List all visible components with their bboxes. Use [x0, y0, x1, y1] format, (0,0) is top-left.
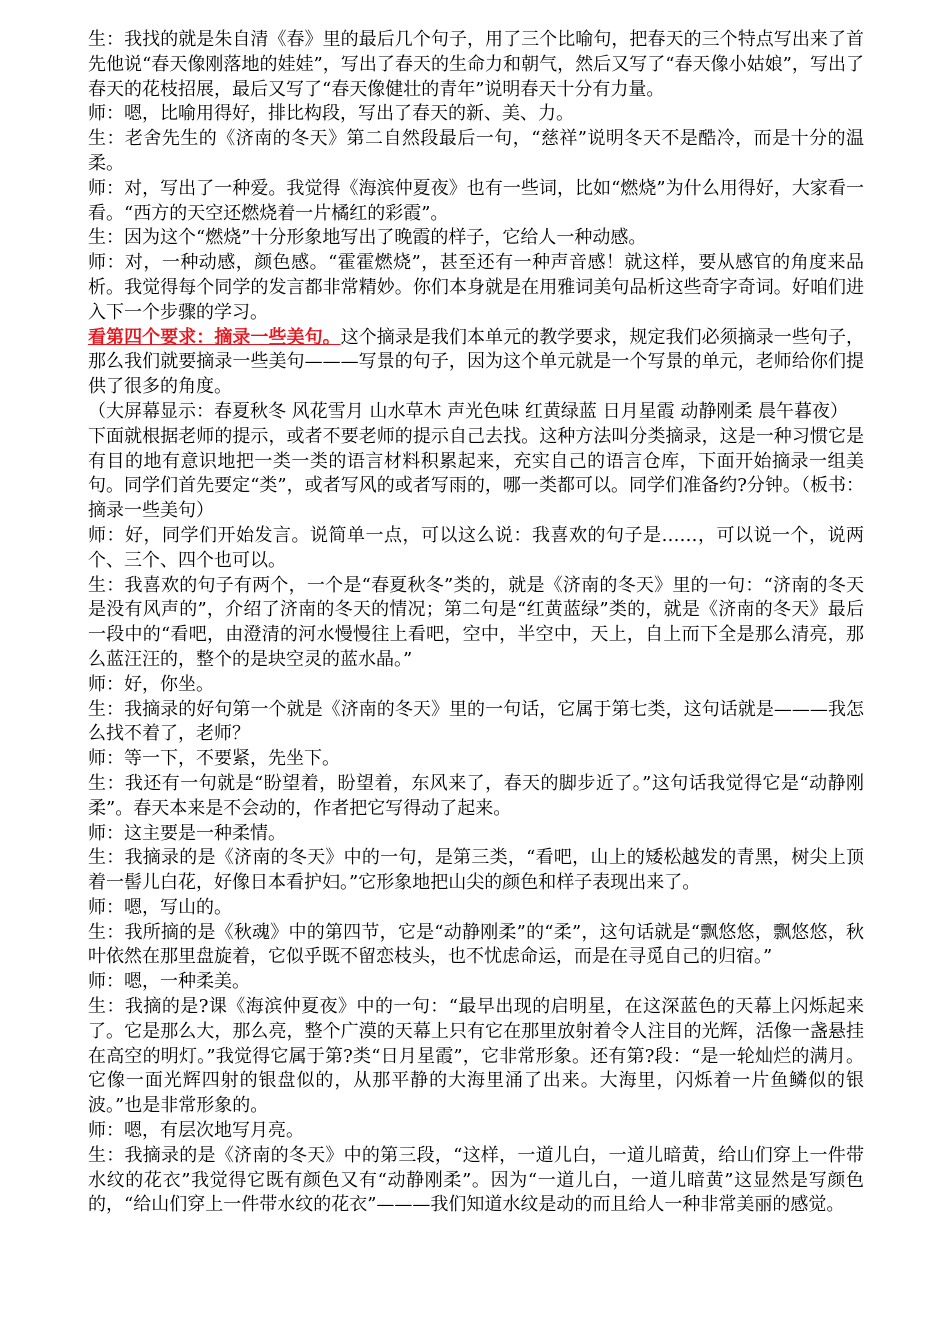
screen-display-note: [88, 400, 864, 425]
requirement-heading: 看第四个要求：摘录一些美句。: [88, 326, 341, 348]
dialogue-paragraph: [88, 102, 864, 127]
dialogue-paragraph: [88, 127, 864, 177]
dialogue-paragraph: [88, 896, 864, 921]
paragraph-text: 师：好，同学们开始发言。说简单一点，可以这么说：我喜欢的句子是……，可以说一个，说两个、三个、四个也可以。: [88, 524, 864, 571]
paragraph-text: （大屏幕显示：春夏秋冬 风花雪月 山水草木 声光色味 红黄绿蓝 日月星霞 动静刚柔 晨午暮夜）: [88, 400, 849, 422]
dialogue-paragraph: [88, 177, 864, 227]
paragraph-text: 生：我摘录的是《济南的冬天》中的一句，是第三类，“看吧，山上的矮松越发的青黑，树尖上顶着一髻儿白花，好像日本看护妇。”它形象地把山尖的颜色和样子表现出来了。: [88, 847, 864, 894]
dialogue-paragraph: [88, 28, 864, 102]
paragraph-text: 师：嗯，一种柔美。: [88, 971, 250, 993]
dialogue-paragraph: [88, 995, 864, 1119]
dialogue-paragraph: [88, 747, 864, 772]
document-page: [88, 28, 864, 1218]
dialogue-paragraph: [88, 1144, 864, 1218]
dialogue-paragraph: [88, 226, 864, 251]
dialogue-paragraph: [88, 425, 864, 524]
dialogue-paragraph: [88, 822, 864, 847]
dialogue-paragraph: [88, 524, 864, 574]
paragraph-text: 生：我喜欢的句子有两个，一个是“春夏秋冬”类的，就是《济南的冬天》里的一句：“济南的冬天是没有风声的”，介绍了济南的冬天的情况；第二句是“红黄蓝绿”类的，就是《济南的冬天》最后一段中的“看吧，由澄清的河水慢慢往上看吧，空中，半空中，天上，自上而下全是那么清亮，那么蓝汪汪的，整个的是块空灵的蓝水晶。”: [88, 574, 864, 670]
paragraph-text: 师：这主要是一种柔情。: [88, 822, 286, 844]
paragraph-text: 下面就根据老师的提示，或者不要老师的提示自己去找。这种方法叫分类摘录，这是一种习惯它是有目的地有意识地把一类一类的语言材料积累起来，充实自己的语言仓库，下面开始摘录一组美句。同学们首先要定“类”，或者写风的或者写雨的，哪一类都可以。同学们准备约?分钟。（板书：摘录一些美句）: [88, 425, 864, 522]
dialogue-paragraph: [88, 1119, 864, 1144]
requirement-paragraph: [88, 326, 864, 400]
paragraph-text: 生：我所摘的是《秋魂》中的第四节，它是“动静刚柔”的“柔”，这句话就是“飘悠悠，飘悠悠，秋叶依然在那里盘旋着，它似乎既不留恋枝头，也不忧虑命运，而是在寻觅自己的归宿。”: [88, 921, 864, 968]
paragraph-text: 生：我摘录的是《济南的冬天》中的第三段，“这样，一道儿白，一道儿暗黄，给山们穿上一件带水纹的花衣”我觉得它既有颜色又有“动静刚柔”。因为“一道儿白，一道儿暗黄”这显然是写颜色的，“给山们穿上一件带水纹的花衣”———我们知道水纹是动的而且给人一种非常美丽的感觉。: [88, 1144, 864, 1216]
paragraph-text: 师：嗯，比喻用得好，排比构段，写出了春天的新、美、力。: [88, 103, 574, 125]
dialogue-paragraph: [88, 574, 864, 673]
dialogue-paragraph: [88, 698, 864, 748]
dialogue-paragraph: [88, 846, 864, 896]
dialogue-paragraph: [88, 921, 864, 971]
paragraph-text: 生：老舍先生的《济南的冬天》第二自然段最后一句，“慈祥”说明冬天不是酷冷，而是十分的温柔。: [88, 128, 864, 174]
dialogue-paragraph: [88, 970, 864, 995]
paragraph-text: 生：因为这个“燃烧”十分形象地写出了晚霞的样子，它给人一种动感。: [88, 227, 647, 249]
paragraph-text: 生：我摘的是?课《海滨仲夏夜》中的一句：“最早出现的启明星，在这深蓝色的天幕上闪烁起来了。它是那么大，那么亮，整个广漠的天幕上只有它在那里放射着令人注目的光辉，活像一盏悬挂在高空的明灯。”我觉得它属于第?类“日月星霞”，它非常形象。还有第?段：“是一轮灿烂的满月。它像一面光辉四射的银盘似的，从那平静的大海里涌了出来。大海里，闪烁着一片鱼鳞似的银波。”也是非常形象的。: [88, 996, 864, 1117]
paragraph-text: 这个摘录是我们本单元的教学要求，规定我们必须摘录一些句子，那么我们就要摘录一些美句———写景的句子，因为这个单元就是一个写景的单元，老师给你们提供了很多的角度。: [88, 326, 865, 398]
paragraph-text: 师：对，一种动感，颜色感。“霍霍燃烧”，甚至还有一种声音感！就这样，要从感官的角度来品析。我觉得每个同学的发言都非常精妙。你们本身就是在用雅词美句品析这些奇字奇词。好咱们进入下一个步骤的学习。: [88, 252, 864, 323]
paragraph-text: 师：嗯，写山的。: [88, 896, 232, 918]
dialogue-paragraph: [88, 251, 864, 325]
dialogue-paragraph: [88, 772, 864, 822]
paragraph-text: 师：好，你坐。: [88, 673, 214, 695]
paragraph-text: 师：嗯，有层次地写月亮。: [88, 1120, 304, 1142]
dialogue-paragraph: [88, 673, 864, 698]
paragraph-text: 生：我摘录的好句第一个就是《济南的冬天》里的一句话，它属于第七类，这句话就是———我怎么找不着了，老师？: [88, 698, 864, 745]
paragraph-text: 生：我还有一句就是“盼望着，盼望着，东风来了，春天的脚步近了。”这句话我觉得它是“动静刚柔”。春天本来是不会动的，作者把它写得动了起来。: [88, 772, 864, 819]
paragraph-text: 师：对，写出了一种爱。我觉得《海滨仲夏夜》也有一些词，比如“燃烧”为什么用得好，大家看一看。“西方的天空还燃烧着一片橘红的彩霞”。: [88, 177, 864, 224]
paragraph-text: 师：等一下，不要紧，先坐下。: [88, 748, 340, 770]
paragraph-text: 生：我找的就是朱自清《春》里的最后几个句子，用了三个比喻句，把春天的三个特点写出来了首先他说“春天像刚落地的娃娃”，写出了春天的生命力和朝气，然后又写了“春天像小姑娘”，写出了春天的花枝招展，最后又写了“春天像健壮的青年”说明春天十分有力量。: [88, 29, 864, 100]
